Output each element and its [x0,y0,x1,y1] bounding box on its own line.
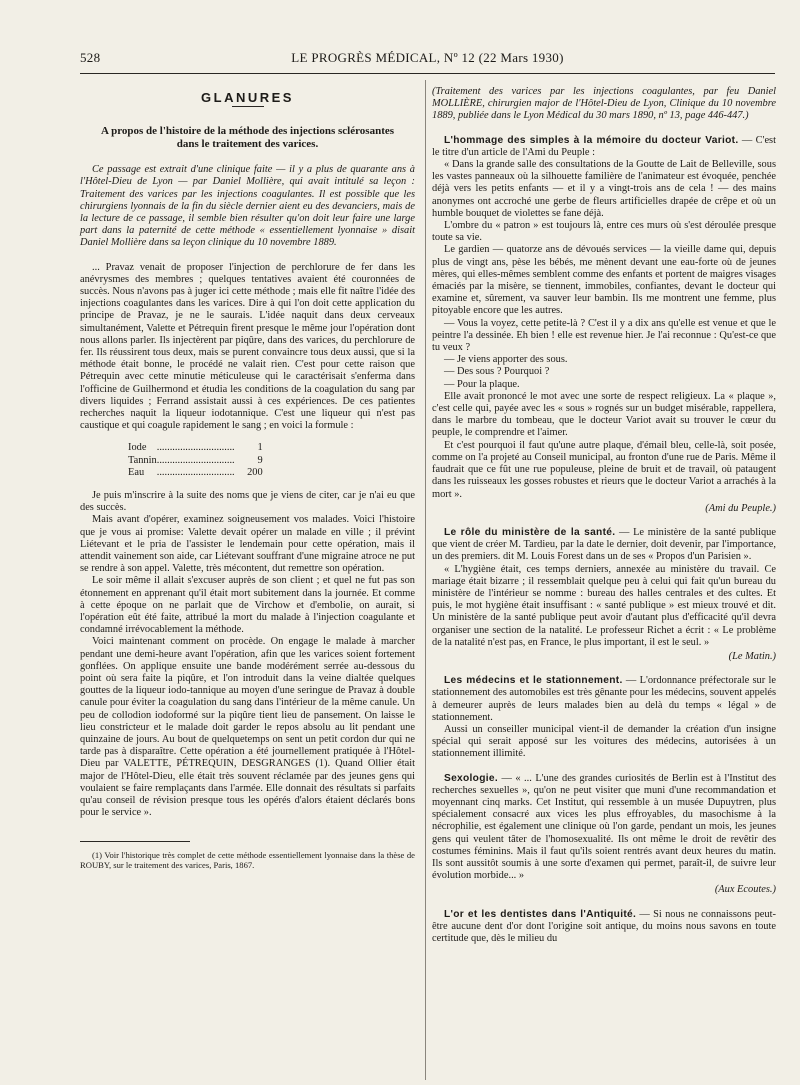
formula-ingredient: Eau [128,467,145,479]
running-title: LE PROGRÈS MÉDICAL, Nº 12 (22 Mars 1930) [291,50,564,65]
formula-table [128,442,263,480]
section-title-rule [232,106,264,107]
header-rule [80,73,775,74]
article-heading: Les médecins et le stationnement. [444,675,623,687]
article-paragraph: — Je viens apporter des sous. [444,354,568,366]
article-source: (Aux Ecoutes.) [714,884,776,896]
formula-ingredient: Iode [128,442,147,454]
article-title: A propos de l'histoire de la méthode des injections sclérosantes dans le traitement des varices. [100,125,395,150]
right-column [432,86,776,945]
formula-row [128,455,263,468]
column-divider [425,80,426,1080]
article-paragraph: Elle avait prononcé le mot avec une sorte de respect religieux. La « plaque », c'est celle qui, payée avec les « sous » rognés sur un budget misérable, rappellera, dans le marbre du tombeau, que le docteur Variot avait su trouver le cœur du peuple, le comprendre et l'aimer. [432,390,776,439]
article-paragraph: — L'ordonnance préfectorale sur le stationnement des automobiles est très gênante pour les médecins, souvent appelés à demeurer auprès de leurs malades bien au delà du temps « légal » de stationnement. [432,675,776,723]
formula-ingredient: Tannin [128,454,157,466]
article-paragraph: Voici maintenant comment on procède. On engage le malade à marcher pendant une demi-heure avant l'opération, afin que les varices soient fortement gonflées. On applique ensuite une bande modérément serrée au-dessous du point où sera faite la piqûre, et l'on introduit dans la veine dialtée quelques gouttes de la liqueur iodo-tannique au moyen d'une seringue de Pravaz à double canule pour éviter la coagulation du sang dans l'intérieur de la même canule. Un peu de collodion iodoformé sur la piqûre tient lieu de pansement. On laisse le lieu constricteur et le malade doit garder le repos absolu au lit pendant une quinzaine de jours. Au bout de quelquetemps on sent un petit cordon dur qui ne tarde pas à disparaître. Cette opération a été journellement pratiquée à l'Hôtel-Dieu par VALETTE, PÉTREQUIN, DESGRANGES (1). Quand Ollier était major de l'Hôtel-Dieu, elle était très souvent réclamée par des jeunes gens qui voulaient se faire remplaçants dans l'armée. Elle donnait des résultats si parfaits qu'au conseil de révision presque tous les opérés d'alors étaient déclarés bons pour le service ». [80,636,415,819]
article-paragraph: — Si nous ne connaissons peut-être aucune dent d'or dont l'origine soit antique, du moins nous savons en toute certitude que, dès le milieu du [432,908,776,944]
article-paragraph: Aussi un conseiller municipal vient-il de demander la création d'un insigne spécial qui serait apposé sur les voitures des médecins, autorisées à un stationnement illimité. [432,723,776,760]
formula-quantity: 9 [257,454,263,466]
article-paragraph: Je puis m'inscrire à la suite des noms que je viens de citer, car je n'ai eu que des succès. [80,489,415,514]
article-source: (Le Matin.) [728,650,776,662]
article-paragraph: — Des sous ? Pourquoi ? [444,366,550,378]
formula-dots: .............................. [156,467,235,479]
article-paragraph: ... Pravaz venait de proposer l'injection de perchlorure de fer dans les anévrysmes des membres ; quelques tentatives avaient été couronnées de succès. Nous n'avons pas à juger ici cette méthode ; mais elle fit naître l'idée des injections coagulantes dans les varices. Dire à qui l'on doit cette application du principe de Pravaz, je ne le saurais. L'idée naquit dans deux cerveaux simultanément, Valette et Pétrequin firent presque le même jour l'opération dont nous allons parler. Ils injectèrent par piqûre, dans des varices, du perchlorure de fer. Ils réussirent tous deux, mais se purent convaincre tous deux aussi, que si la méthode était bonne, le procédé ne valait rien. C'est pour cette raison que Pétrequin avec cette minutie méticuleuse qui le caractérisait s'enferma dans l'officine de Guilhermond et étudia les conditions de la coagulation du sang par divers liquides ; Ferrand assistait aussi à ces expériences. De ces patientes recherches naquit la liqueur iodotannique. C'est une liqueur qui n'est pas caustique et qui coagule rapidement le sang ; en voici la formule : [80,261,415,432]
article-paragraph: — « ... L'une des grandes curiosités de Berlin est à l'Institut des recherches sexuelles », qu'on ne peut visiter que muni d'une recommandation et moyennant cinq marks. Cet Institut, qui ressemble à un musée Dupuytren, plus spécialement consacré aux vices les plus effroyables, du masochisme à la nécrophilie, est également une clinique où l'on garde, pendant un mois, les jeunes gens qui veulent tâter de l'homosexualité. Ils ont même le droit de revêtir des costumes féminins. Mais il faut qu'ils soient rentrés avant deux heures du matin. Ils sont aussitôt soumis à une sorte d'examen qui permet, paraît-il, de suivre leur évolution morbide... » [432,772,776,882]
article-heading: Sexologie. [444,772,498,784]
article-paragraph: « L'hygiène était, ces temps derniers, annexée au ministère du travail. Ce mariage était bizarre ; il ressemblait quelque peu à celui qui fait qu'un bureau du ministère de l'intérieur se nomme : bureau des halles centrales et des cultes. Et puis, le mot hygiène était insuffisant : « santé publique » est mieux trouvé et dit. Un ministère de la santé publique peut avoir d'autant plus d'efficacité qu'il devra organiser une section de la natalité. Le professeur Richet a écrit : « Le problème de la natalité n'est pas, en France, le plus important, il est le seul. » [432,563,776,648]
article-paragraph: — Le ministère de la santé publique que vient de créer M. Tardieu, par la date le dernier, doit devenir, par l'importance, un des premiers. dit M. Louis Forest dans un de ses « Propos d'un Parisien ». [432,526,776,563]
article-heading: L'or et les dentistes dans l'Antiquité. [444,908,637,920]
article-intro: Ce passage est extrait d'une clinique faite — il y a plus de quarante ans à l'Hôtel-Dieu de Lyon — par Daniel Mollière, qui avait intitulé sa leçon : Traitement des varices par les injections coagulantes. Il est possible que les chirurgiens lyonnais de la fin du siècle dernier aient eu des devanciers, mais de la lecture de ce passage, il semble bien résulter qu'on doit leur faire une large part dans la paternité de cette méthode « essentiellement lyonnaise » disait Daniel Mollière dans sa leçon clinique du 10 novembre 1889. [80,164,415,249]
footnote: (1) Voir l'historique très complet de cette méthode essentiellement lyonnaise dans la thèse de ROUBY, sur le traitement des varices, Paris, 1867. [80,850,415,871]
article-paragraph: — Vous la voyez, cette petite-là ? C'est il y a dix ans qu'elle est venue et que le peintre l'a dessinée. Eh bien ! elle est revenue hier. Je l'ai reconnue : Qu'est-ce que tu veux ? [432,317,776,354]
left-column [80,80,415,870]
formula-dots: .............................. [156,454,235,466]
running-header [80,50,775,72]
article-paragraph: L'ombre du « patron » est toujours là, entre ces murs où s'est déroulée presque toute sa vie. [432,220,776,244]
formula-dots: .............................. [156,442,235,454]
formula-quantity: 200 [247,467,263,479]
article-heading: L'hommage des simples à la mémoire du docteur Variot. [444,134,739,146]
article-heading: Le rôle du ministère de la santé. [444,526,616,538]
formula-row [128,467,263,480]
article-citation: (Traitement des varices par les injections coagulantes, par feu Daniel MOLLIÈRE, chirurgien major de l'Hôtel-Dieu de Lyon, Clinique du 10 novembre 1889, publiée dans le Lyon Médical du 30 mars 1890, nº 13, page 446-447.) [432,86,776,122]
article-source: (Ami du Peuple.) [705,502,776,514]
page-number: 528 [80,50,101,65]
article-paragraph: Mais avant d'opérer, examinez soigneusement vos malades. Voici l'histoire que je vous ai promise: Valette devait opérer un malade en ville ; il prévint Liétevant et le pria de l'assister le lendemain pour cette opération, mais il attendit vainement son aide, car Liétevant souffrant d'une migraine atroce ne put se rendre à son appel. Valette, très mécontent, dut remettre son opération. [80,514,415,575]
article-lead: — C'est le titre d'un article de l'Ami du Peuple : [432,134,776,158]
formula-row [128,442,263,455]
article-paragraph: Et c'est pourquoi il faut qu'une autre plaque, d'émail bleu, celle-là, soit posée, comme on l'a projeté au Conseil municipal, au fronton d'une rue de Paris. Même il faudrait que ce fût une rue populeuse, pleine de bruit et de travail, où pataugent dans les ruisseaux les gosses robustes et rieurs que le docteur Variot a arrachés à la mort ». [432,439,776,500]
article-paragraph: — Pour la plaque. [444,378,520,390]
article-paragraph: Le soir même il allait s'excuser auprès de son client ; et quel ne fut pas son étonnement en apprenant qu'il était mort subitement dans la journée. Et comme à cette époque on ne parlait que de Virchow et d'embolie, on aurait, si l'opération eût été faite, attribué la mort du malade à l'injection coagulante et condamné irrévocablement la méthode. [80,575,415,636]
article-paragraph: « Dans la grande salle des consultations de la Goutte de Lait de Belleville, sous les vastes panneaux où la silhouette familière de l'animateur est évoquée, penchée déjà vers les petits enfants — et il y a vingt-trois ans de cela ! — des mains anonymes ont accroché une gerbe de fleurs artificielles drapée de crêpe et où un humble bouquet de violettes se fane déjà. [432,159,776,219]
footnote-rule [80,841,190,842]
article-paragraph: Le gardien — quatorze ans de dévoués services — la vieille dame qui, depuis plus de vingt ans, pèse les bébés, me mènent devant une eau-forte où de jeunes mères, qui elles-mêmes semblent comme des enfants et portent de maigres visages émaciés par la misère, se tiennent, immobiles, confiantes, devant le docteur qui examine et, sûrement, va sauver leur bambin. Ils me montrent une femme, plus pitoyable encore que les autres. [432,244,776,317]
section-title: GLANURES [201,90,294,105]
formula-quantity: 1 [257,442,263,454]
